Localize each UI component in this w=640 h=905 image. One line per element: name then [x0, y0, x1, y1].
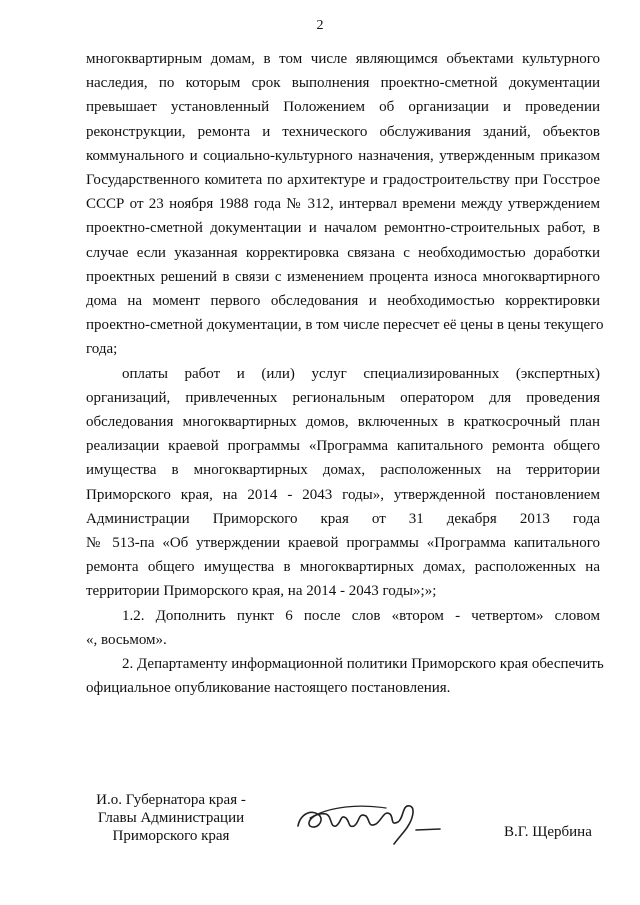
body-line: Администрации Приморского края от 31 декабря 2013 года: [86, 510, 600, 527]
body-line: превышает установленный Положением об организации и проведении: [86, 99, 600, 116]
page-number: 2: [316, 18, 324, 33]
body-line: Государственного комитета по архитектуре и градостроительству при Госстрое: [86, 172, 600, 188]
body-line: проектно-сметной документации и началом ремонтно-строительных работ, в: [86, 220, 600, 237]
body-line: дома на момент первого обследования и необходимостью корректировки: [86, 293, 600, 309]
body-line: реконструкции, ремонта и технического обслуживания зданий, объектов: [86, 123, 600, 140]
body-line: проектно-сметной документации, в том числе пересчет её цены в цены текущего: [86, 317, 604, 334]
body-line: территории Приморского края, на 2014 - 2043 годы»;»;: [86, 583, 437, 600]
signatory-title-line: Главы Администрации: [97, 810, 245, 826]
body-line: «, восьмом».: [86, 631, 167, 648]
body-line: многоквартирным домам, в том числе являющимся объектами культурного: [86, 51, 600, 67]
body-line: наследия, по которым срок выполнения проектно-сметной документации: [86, 75, 600, 92]
body-line: оплаты работ и (или) услуг специализированных (экспертных): [122, 365, 600, 382]
body-line: реализации краевой программы «Программа капитального ремонта общего: [86, 438, 600, 455]
body-line: имущества в многоквартирных домах, расположенных на территории: [86, 462, 600, 479]
body-line: Приморского края, на 2014 - 2043 годы», утвержденной постановлением: [86, 486, 600, 503]
signatory-title-line: Приморского края: [112, 828, 230, 844]
signatory-title-line: И.о. Губернатора края -: [96, 792, 246, 808]
body-line: организаций, привлеченных региональным оператором для проведения: [86, 389, 600, 406]
body-line: проектных решений в связи с изменением процента износа многоквартирного: [86, 268, 600, 285]
body-line: 1.2. Дополнить пункт 6 после слов «втором - четвертом» словом: [122, 607, 600, 624]
body-line: года;: [86, 341, 118, 358]
signatory-name: В.Г. Щербина: [504, 824, 592, 840]
body-line: ремонта общего имущества в многоквартирных домах, расположенных на: [86, 559, 600, 576]
signatory-title: [86, 791, 286, 845]
body-line: коммунального и социально-культурного назначения, утвержденным приказом: [86, 147, 600, 164]
body-line: случае если указанная корректировка связана с необходимостью доработки: [86, 244, 600, 261]
body-line: официальное опубликование настоящего постановления.: [86, 680, 451, 697]
body-line: № 513-па «Об утверждении краевой программы «Программа капитального: [86, 535, 600, 551]
handwritten-signature: [290, 796, 450, 856]
body-line: 2. Департаменту информационной политики Приморского края обеспечить: [122, 656, 604, 672]
body-line: СССР от 23 ноября 1988 года № 312, интервал времени между утверждением: [86, 196, 600, 213]
body-line: обследования многоквартирных домов, включенных в краткосрочный план: [86, 414, 600, 430]
